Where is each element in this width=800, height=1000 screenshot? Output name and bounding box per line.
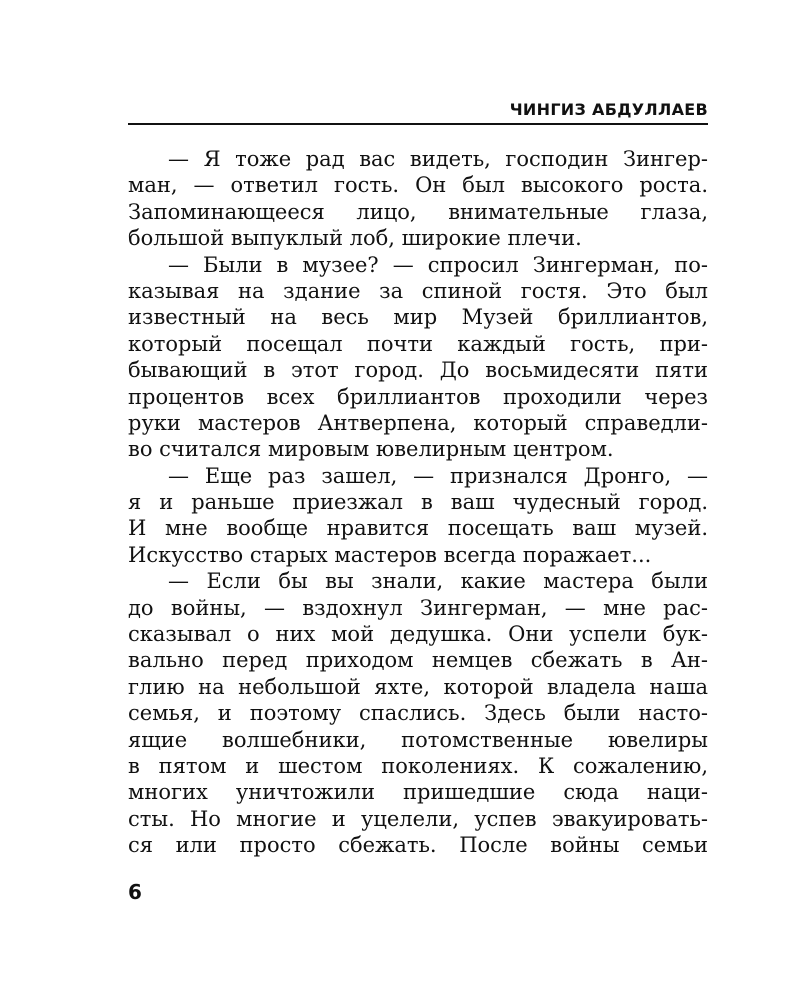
text-line: И мне вообще нравится посещать ваш музей. <box>128 516 708 541</box>
header-rule <box>128 123 708 125</box>
text-line: Запоминающееся лицо, внимательные глаза, <box>128 199 708 224</box>
text-line: казывая на здание за спиной гостя. Это был <box>128 278 708 303</box>
text-line: который посещал почти каждый гость, при- <box>128 331 708 356</box>
text-line: глию на небольшой яхте, которой владела наша <box>128 674 708 699</box>
text-line: процентов всех бриллиантов проходили через <box>128 384 708 409</box>
paragraph <box>128 252 708 463</box>
text-line: я и раньше приезжал в ваш чудесный город. <box>128 490 708 515</box>
text-line: ман, — ответил гость. Он был высокого роста. <box>128 173 708 198</box>
text-line: ся или просто сбежать. После войны семьи <box>128 833 708 858</box>
text-line: вально перед приходом немцев сбежать в Ан- <box>128 648 708 673</box>
text-line: ящие волшебники, потомственные ювелиры <box>128 727 708 752</box>
text-line: — Еще раз зашел, — признался Дронго, — <box>168 463 708 488</box>
text-line: до войны, — вздохнул Зингерман, — мне рас- <box>128 595 708 620</box>
text-line: в пятом и шестом поколениях. К сожалению, <box>128 753 708 778</box>
text-line: большой выпуклый лоб, широкие плечи. <box>128 226 582 251</box>
paragraph <box>128 463 708 569</box>
paragraph <box>128 568 708 858</box>
text-line: — Если бы вы знали, какие мастера были <box>168 569 708 594</box>
text-line: — Были в музее? — спросил Зингерман, по- <box>168 252 708 277</box>
text-line: руки мастеров Антверпена, который справедли- <box>128 410 708 435</box>
text-line: многих уничтожили пришедшие сюда наци- <box>128 780 708 805</box>
text-line: Искусство старых мастеров всегда поражает... <box>128 542 652 567</box>
text-line: сказывал о них мой дедушка. Они успели бук- <box>128 622 708 647</box>
text-line: сты. Но многие и уцелели, успев эвакуировать- <box>128 806 708 831</box>
text-line: семья, и поэтому спаслись. Здесь были насто- <box>128 701 708 726</box>
text-line: известный на весь мир Музей бриллиантов, <box>128 305 708 330</box>
text-line: бывающий в этот город. До восьмидесяти пяти <box>128 358 708 383</box>
body-text <box>128 146 708 859</box>
running-header-author: ЧИНГИЗ АБДУЛЛАЕВ <box>509 100 708 119</box>
text-line: — Я тоже рад вас видеть, господин Зингер- <box>168 147 708 171</box>
text-line: во считался мировым ювелирным центром. <box>128 437 614 462</box>
page-number: 6 <box>128 880 142 904</box>
paragraph <box>128 146 708 252</box>
